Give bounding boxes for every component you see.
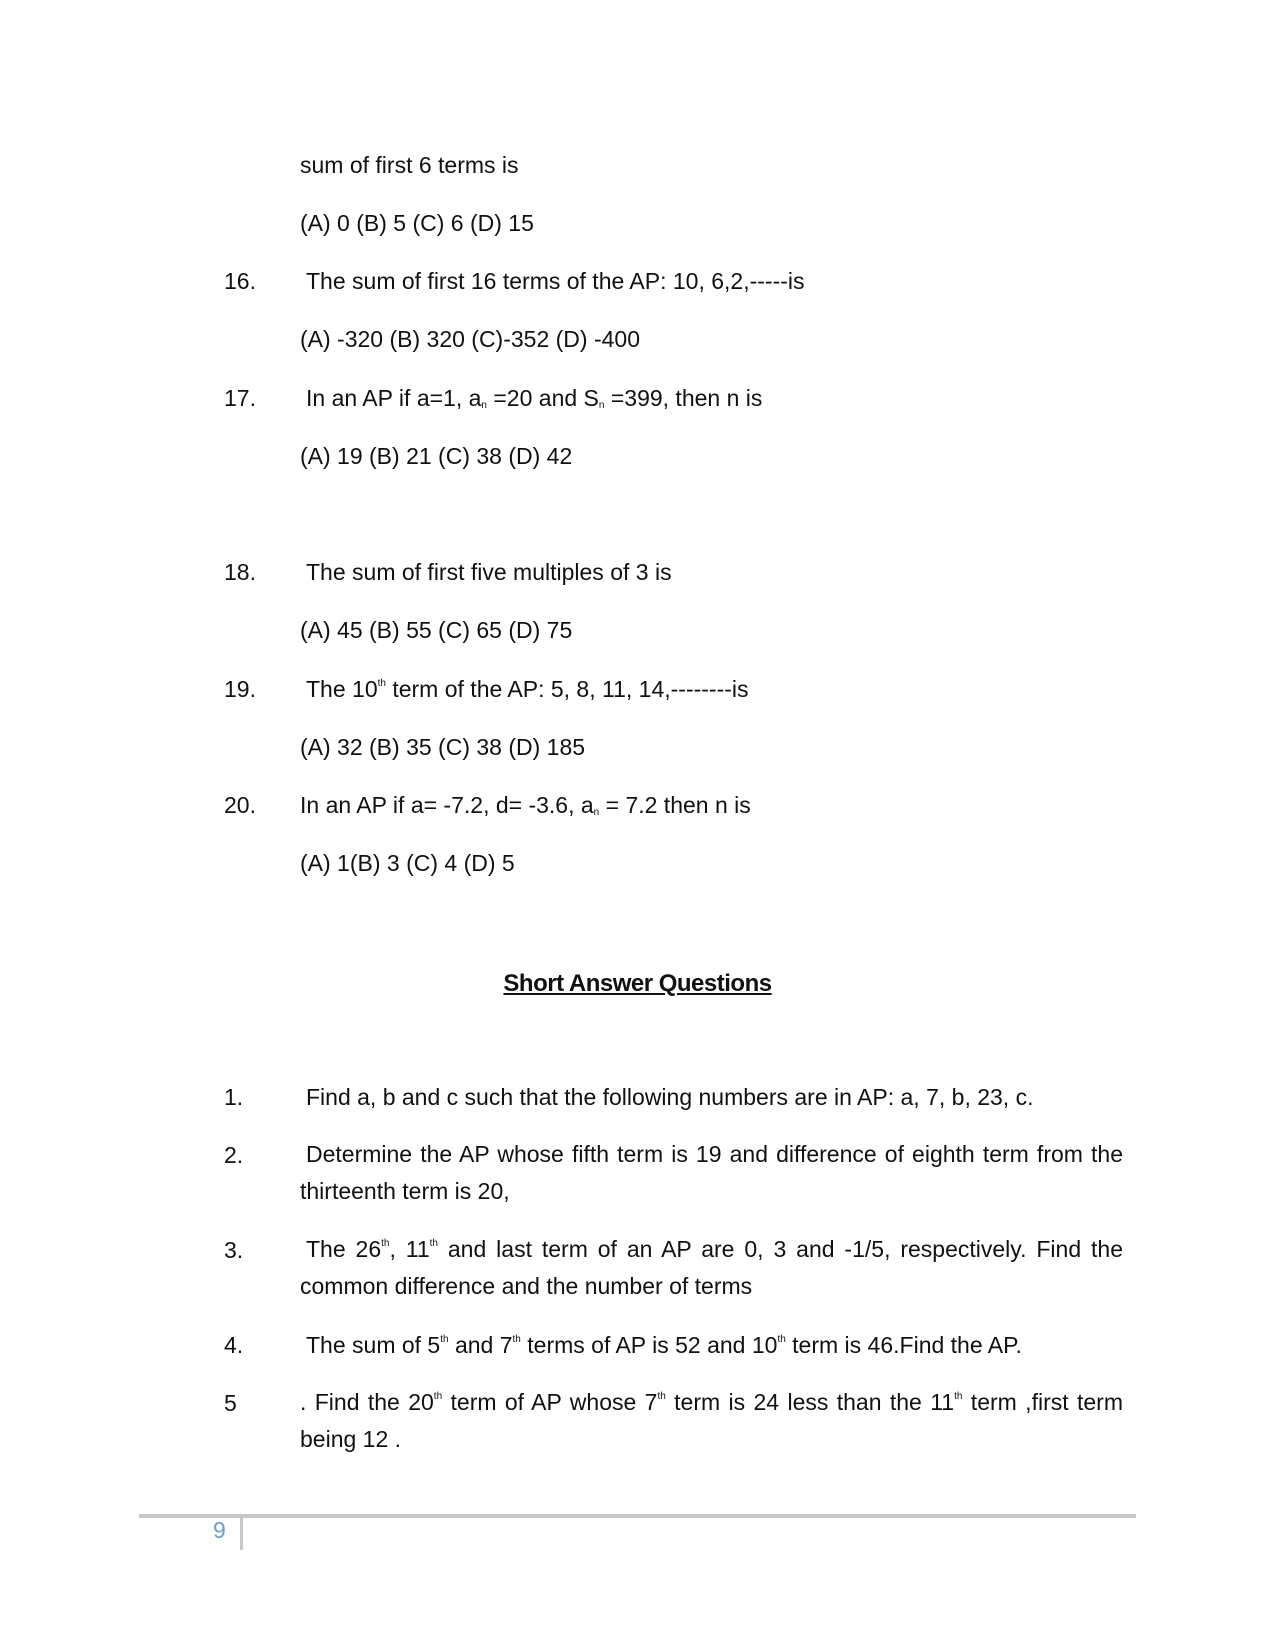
- page-number: 9: [213, 1517, 226, 1543]
- question-number: 1.: [224, 1084, 244, 1110]
- short-answer-1-text: Find a, b and c such that the following numbers are in AP: a, 7, b, 23, c.: [306, 1084, 1034, 1110]
- question-15-options: (A) 0 (B) 5 (C) 6 (D) 15: [300, 210, 534, 236]
- question-18-text: The sum of first five multiples of 3 is: [306, 559, 672, 585]
- question-number: 20.: [224, 792, 256, 818]
- question-number: 18.: [224, 559, 256, 585]
- section-heading: Short Answer Questions: [503, 970, 772, 997]
- question-number: 5: [224, 1390, 237, 1416]
- question-18-options: (A) 45 (B) 55 (C) 65 (D) 75: [300, 617, 573, 643]
- question-17-text: In an AP if a=1, $a_n =20$ and $S_n =399$, then n is: [306, 385, 763, 411]
- short-answer-2-text: Determine the AP whose fifth term is 19 and difference of eighth term from the thirteenth term is 20,: [300, 1141, 1123, 1204]
- question-number: 16.: [224, 268, 256, 294]
- question-16-text: The sum of first 16 terms of the AP: 10, 6,2,-----is: [306, 268, 805, 294]
- question-19-text: The 10th term of the AP: 5, 8, 11, 14,--------is: [306, 676, 749, 702]
- question-number: 19.: [224, 676, 256, 702]
- question-number: 2.: [224, 1142, 244, 1168]
- question-number: 3.: [224, 1237, 244, 1263]
- question-20-options: (A) 1(B) 3 (C) 4 (D) 5: [300, 850, 515, 876]
- short-answer-4-text: The sum of 5th and 7th terms of AP is 52 and 10th term is 46.Find the AP.: [306, 1332, 1022, 1358]
- short-answer-5-text: . Find the 20th term of AP whose 7th term is 24 less than the 11th term ,first term being 12 .: [300, 1389, 1123, 1452]
- question-number: 17.: [224, 385, 256, 411]
- footer-rule: [139, 1514, 1136, 1518]
- page-number-divider: [240, 1514, 243, 1550]
- question-number: 4.: [224, 1332, 244, 1358]
- question-17-options: (A) 19 (B) 21 (C) 38 (D) 42: [300, 443, 573, 469]
- short-answer-3-text: The 26th, 11th and last term of an AP are 0, 3 and -1/5, respectively. Find the common difference and the number of terms: [300, 1236, 1123, 1299]
- question-16-options: (A) -320 (B) 320 (C)-352 (D) -400: [300, 326, 640, 352]
- question-20-text: In an AP if a= -7.2, d= -3.6, $a_n = 7.2$ then n is: [300, 792, 751, 818]
- question-19-options: (A) 32 (B) 35 (C) 38 (D) 185: [300, 734, 586, 760]
- question-15-continuation: sum of first 6 terms is: [300, 152, 519, 178]
